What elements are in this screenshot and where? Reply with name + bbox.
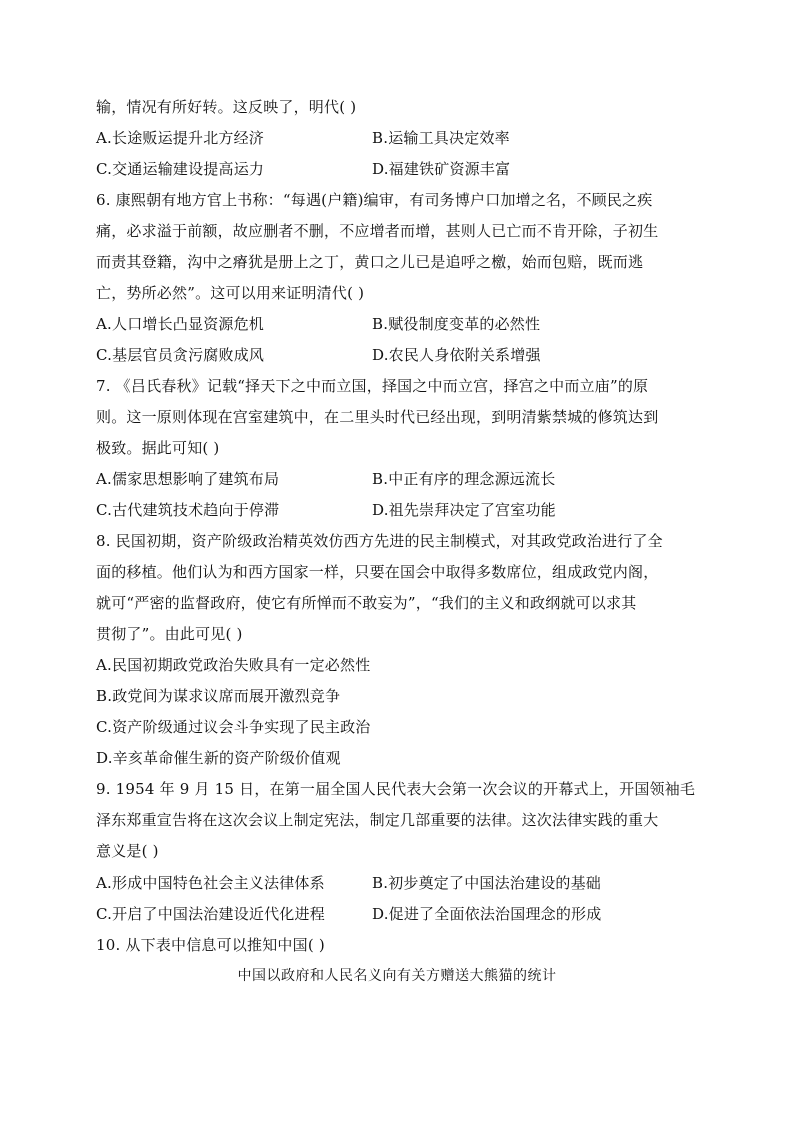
- q7-stem-line-2: 则。这一原则体现在宫室建筑中，在二里头时代已经出现，到明清紫禁城的修筑达到: [96, 408, 659, 426]
- q10-stem: 10. 从下表中信息可以推知中国( ): [96, 936, 325, 954]
- q8-option-d: D.辛亥革命催生新的资产阶级价值观: [96, 749, 341, 767]
- q8-option-a: A.民国初期政党政治失败具有一定必然性: [96, 656, 371, 674]
- q5-option-d: D.福建铁矿资源丰富: [372, 160, 511, 178]
- table-caption: 中国以政府和人民名义向有关方赠送大熊猫的统计: [237, 968, 557, 984]
- q5-stem-tail: 输，情况有所好转。这反映了，明代( ): [96, 98, 357, 116]
- q6-stem-line-3: 而责其登籍，沟中之瘠犹是册上之丁，黄口之儿已是追呼之檄，始而包赔，既而逃: [96, 253, 644, 271]
- q8-option-b: B.政党间为谋求议席而展开激烈竞争: [96, 687, 341, 705]
- q9-option-a: A.形成中国特色社会主义法律体系: [96, 874, 325, 892]
- q8-stem-line-4: 贯彻了”。由此可见( ): [96, 625, 243, 643]
- q5-option-a: A.长途贩运提升北方经济: [96, 129, 265, 147]
- q5-option-c: C.交通运输建设提高运力: [96, 160, 265, 178]
- q7-option-c: C.古代建筑技术趋向于停滞: [96, 501, 280, 519]
- q6-option-c: C.基层官员贪污腐败成风: [96, 346, 265, 364]
- q9-stem-line-1: 9. 1954 年 9 月 15 日，在第一届全国人民代表大会第一次会议的开幕式上，开国领袖毛: [96, 780, 696, 798]
- q7-option-d: D.祖先崇拜决定了宫室功能: [372, 501, 556, 519]
- q8-stem-line-2: 面的移植。他们认为和西方国家一样，只要在国会中取得多数席位，组成政党内阁，: [96, 563, 659, 581]
- q5-option-b: B.运输工具决定效率: [372, 129, 510, 147]
- q8-stem-line-1: 8. 民国初期，资产阶级政治精英效仿西方先进的民主制模式，对其政党政治进行了全: [96, 532, 663, 550]
- q9-option-c: C.开启了中国法治建设近代化进程: [96, 905, 325, 923]
- q7-option-b: B.中正有序的理念源远流长: [372, 470, 556, 488]
- q6-option-d: D.农民人身依附关系增强: [372, 346, 541, 364]
- q6-stem-line-4: 亡，势所必然”。这可以用来证明清代( ): [96, 284, 365, 302]
- q7-stem-line-3: 极致。据此可知( ): [96, 439, 220, 457]
- q9-stem-line-2: 泽东郑重宣告将在这次会议上制定宪法，制定几部重要的法律。这次法律实践的重大: [96, 811, 659, 829]
- q6-stem-line-1: 6. 康熙朝有地方官上书称：“每遇(户籍)编审，有司务博户口加增之名，不顾民之疾: [96, 191, 653, 209]
- q9-option-d: D.促进了全面依法治国理念的形成: [372, 905, 602, 923]
- q9-option-b: B.初步奠定了中国法治建设的基础: [372, 874, 601, 892]
- q7-option-a: A.儒家思想影响了建筑布局: [96, 470, 280, 488]
- q8-option-c: C.资产阶级通过议会斗争实现了民主政治: [96, 718, 371, 736]
- q8-stem-line-3: 就可“严密的监督政府，使它有所惮而不敢妄为”，“我们的主义和政纲就可以求其: [96, 594, 637, 612]
- q9-stem-line-3: 意义是( ): [96, 842, 159, 860]
- q6-option-a: A.人口增长凸显资源危机: [96, 315, 265, 333]
- q6-option-b: B.赋役制度变革的必然性: [372, 315, 541, 333]
- q7-stem-line-1: 7. 《吕氏春秋》记载“择天下之中而立国，择国之中而立宫，择宫之中而立庙”的原: [96, 377, 649, 395]
- q6-stem-line-2: 痛，必求溢于前额，故应删者不删，不应增者而增，甚则人已亡而不肯开除，子初生: [96, 222, 659, 240]
